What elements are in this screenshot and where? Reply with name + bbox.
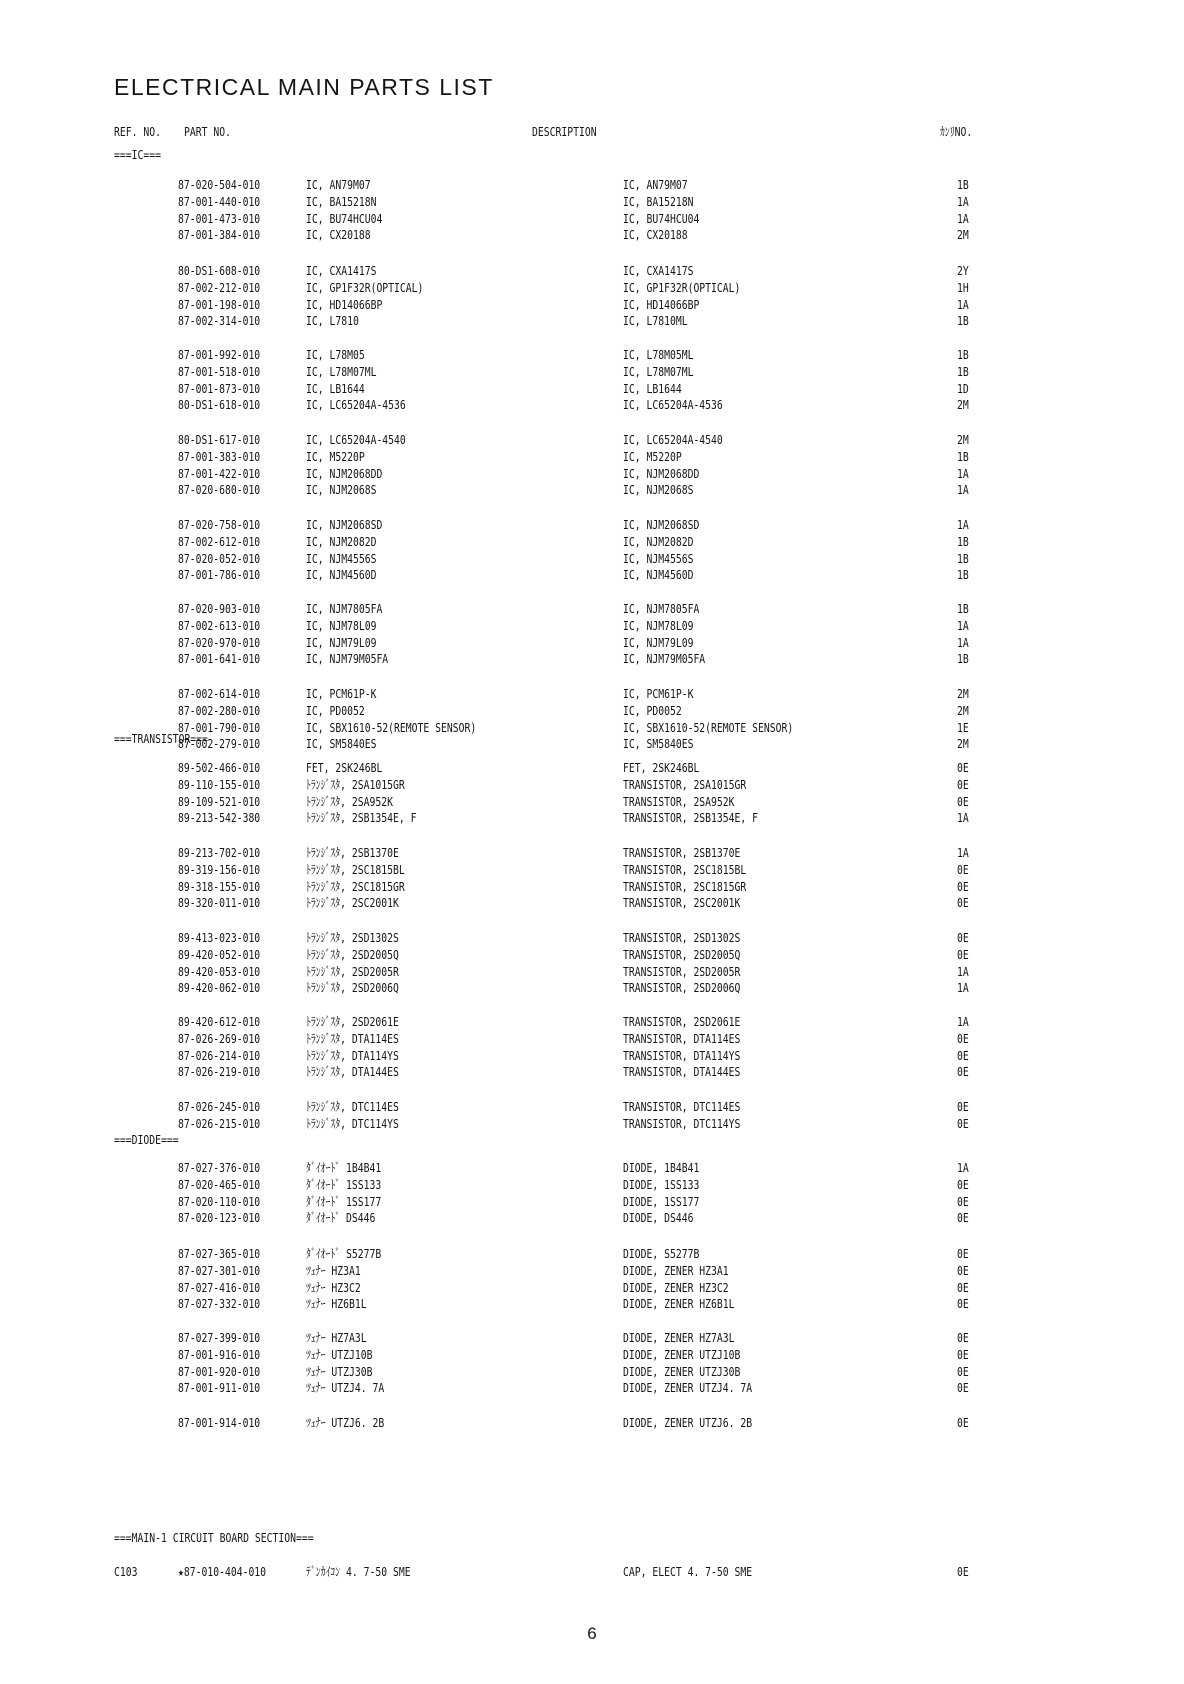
kanri-no-cell: 0E — [957, 793, 969, 809]
description-cell: TRANSISTOR, 2SA1015GR — [623, 776, 747, 792]
part-name-cell: ﾂｪﾅｰ HZ3A1 — [306, 1262, 361, 1278]
part-name-cell: ﾄﾗﾝｼﾞｽﾀ, 2SD2005R — [306, 963, 399, 979]
part-no-cell: 89-413-023-010 — [178, 930, 261, 945]
part-name-cell: FET, 2SK246BL — [306, 760, 383, 775]
description-cell: DIODE, ZENER HZ7A3L — [623, 1330, 735, 1345]
kanri-no-cell: 0E — [957, 1346, 969, 1362]
part-name-cell: IC, SM5840ES — [306, 736, 377, 752]
part-name-cell: ﾄﾗﾝｼﾞｽﾀ, 2SD1302S — [306, 930, 399, 945]
part-name-cell: ﾃﾞﾝｶｲｺﾝ 4. 7-50 SME — [306, 1564, 411, 1579]
description-cell: TRANSISTOR, DTA144ES — [623, 1064, 741, 1080]
kanri-no-cell: 1A — [957, 482, 969, 498]
description-header: DESCRIPTION — [532, 124, 597, 139]
part-name-cell: IC, AN79M07 — [306, 177, 371, 192]
part-name-cell: IC, NJM2068S — [306, 482, 377, 498]
ref-no-header: REF. NO. — [114, 124, 161, 139]
kanri-no-cell: 0E — [957, 1262, 969, 1278]
part-name-cell: ﾄﾗﾝｼﾞｽﾀ, 2SA1015GR — [306, 776, 405, 792]
kanri-no-cell: 0E — [957, 946, 969, 962]
part-no-cell: 87-002-280-010 — [178, 702, 261, 718]
part-name-cell: IC, LC65204A-4536 — [306, 397, 406, 413]
kanri-no-cell: 1B — [957, 347, 969, 362]
part-no-cell: 89-420-612-010 — [178, 1014, 261, 1029]
description-cell: IC, SM5840ES — [623, 736, 694, 752]
kanri-no-cell: 2M — [957, 736, 969, 752]
part-no-cell: 87-020-504-010 — [178, 177, 261, 192]
kanri-no-cell: 1A — [957, 517, 969, 532]
kanri-no-cell: 1B — [957, 651, 969, 667]
description-cell: IC, LC65204A-4536 — [623, 397, 723, 413]
kanri-no-cell: 1B — [957, 177, 969, 192]
kanri-no-cell: 0E — [957, 878, 969, 894]
description-cell: IC, NJM2068S — [623, 482, 694, 498]
part-no-cell: 87-020-123-010 — [178, 1210, 261, 1226]
kanri-no-cell: 2M — [957, 397, 969, 413]
part-name-cell: ﾄﾗﾝｼﾞｽﾀ, 2SD2005Q — [306, 946, 399, 962]
part-no-cell: 87-001-914-010 — [178, 1415, 261, 1430]
part-name-cell: IC, HD14066BP — [306, 296, 383, 312]
part-no-cell: 87-001-384-010 — [178, 227, 261, 243]
kanri-no-cell: 0E — [957, 1380, 969, 1396]
kanri-no-cell: 1A — [957, 980, 969, 996]
part-no-cell: 87-001-786-010 — [178, 567, 261, 583]
kanri-no-cell: 2M — [957, 686, 969, 701]
part-no-cell: 87-020-052-010 — [178, 550, 261, 566]
part-name-cell: IC, LC65204A-4540 — [306, 432, 406, 447]
part-name-cell: IC, PD0052 — [306, 702, 365, 718]
part-name-cell: IC, SBX1610-52(REMOTE SENSOR) — [306, 719, 477, 735]
description-cell: IC, NJM2082D — [623, 533, 694, 549]
description-cell: IC, SBX1610-52(REMOTE SENSOR) — [623, 719, 794, 735]
kanri-no-cell: 2M — [957, 432, 969, 447]
part-name-cell: ﾀﾞｲｵｰﾄﾞ S5277B — [306, 1246, 382, 1261]
kanri-no-cell: 1A — [957, 617, 969, 633]
kanri-no-cell: 1A — [957, 193, 969, 209]
part-name-cell: IC, NJM79M05FA — [306, 651, 389, 667]
part-no-cell: 89-420-062-010 — [178, 980, 261, 996]
description-cell: TRANSISTOR, DTA114ES — [623, 1030, 741, 1046]
part-name-cell: IC, CXA1417S — [306, 263, 377, 278]
part-name-cell: IC, NJM2068SD — [306, 517, 383, 532]
description-cell: IC, CXA1417S — [623, 263, 694, 278]
kanri-no-cell: 0E — [957, 1176, 969, 1192]
kanri-no-cell: 0E — [957, 1064, 969, 1080]
description-cell: DIODE, ZENER UTZJ4. 7A — [623, 1380, 753, 1396]
part-no-cell: 87-026-269-010 — [178, 1030, 261, 1046]
kanri-no-cell: 0E — [957, 1246, 969, 1261]
description-cell: IC, BU74HCU04 — [623, 210, 700, 226]
part-no-cell: 87-002-279-010 — [178, 736, 261, 752]
part-name-cell: IC, L7810 — [306, 313, 359, 329]
part-name-cell: IC, BA15218N — [306, 193, 377, 209]
part-name-cell: ﾀﾞｲｵｰﾄﾞ DS446 — [306, 1210, 376, 1226]
description-cell: IC, CX20188 — [623, 227, 688, 243]
part-no-cell: 87-020-465-010 — [178, 1176, 261, 1192]
part-name-cell: ﾄﾗﾝｼﾞｽﾀ, DTC114YS — [306, 1115, 399, 1131]
part-no-cell: 87-001-911-010 — [178, 1380, 261, 1396]
part-no-cell: 87-027-399-010 — [178, 1330, 261, 1345]
description-cell: TRANSISTOR, 2SD2061E — [623, 1014, 741, 1029]
part-no-cell: 89-420-053-010 — [178, 963, 261, 979]
part-no-cell: 89-213-702-010 — [178, 845, 261, 860]
part-name-cell: ﾄﾗﾝｼﾞｽﾀ, 2SD2006Q — [306, 980, 399, 996]
part-name-cell: IC, PCM61P-K — [306, 686, 377, 701]
part-name-cell: ﾄﾗﾝｼﾞｽﾀ, DTA114ES — [306, 1030, 399, 1046]
kanri-no-cell: 0E — [957, 776, 969, 792]
description-cell: TRANSISTOR, 2SB1370E — [623, 845, 741, 860]
part-no-cell: 87-020-970-010 — [178, 634, 261, 650]
part-name-cell: IC, CX20188 — [306, 227, 371, 243]
part-name-cell: ﾂｪﾅｰ UTZJ30B — [306, 1363, 373, 1379]
description-cell: IC, NJM79L09 — [623, 634, 694, 650]
part-no-cell: 87-020-903-010 — [178, 601, 261, 616]
description-cell: IC, L78M07ML — [623, 363, 694, 379]
part-name-cell: IC, NJM4556S — [306, 550, 377, 566]
kanri-no-cell: 0E — [957, 760, 969, 775]
part-no-cell: 89-420-052-010 — [178, 946, 261, 962]
kanri-no-cell: 0E — [957, 1030, 969, 1046]
kanri-no-cell: 1B — [957, 533, 969, 549]
part-no-cell: 87-001-473-010 — [178, 210, 261, 226]
page-title: ELECTRICAL MAIN PARTS LIST — [114, 74, 494, 100]
kanri-no-cell: 1A — [957, 963, 969, 979]
part-no-cell: 87-001-916-010 — [178, 1346, 261, 1362]
part-name-cell: ﾂｪﾅｰ HZ6B1L — [306, 1296, 367, 1312]
part-no-cell: 87-001-383-010 — [178, 448, 261, 464]
part-name-cell: ﾄﾗﾝｼﾞｽﾀ, 2SC1815BL — [306, 861, 405, 877]
part-name-cell: ﾂｪﾅｰ HZ3C2 — [306, 1279, 361, 1295]
description-cell: IC, LC65204A-4540 — [623, 432, 723, 447]
part-name-cell: IC, BU74HCU04 — [306, 210, 383, 226]
kanri-no-cell: 0E — [957, 1115, 969, 1131]
part-name-cell: IC, L78M07ML — [306, 363, 377, 379]
description-cell: IC, NJM2068DD — [623, 465, 700, 481]
kanri-no-cell: 2M — [957, 702, 969, 718]
description-cell: IC, L78M05ML — [623, 347, 694, 362]
part-no-cell: 87-027-376-010 — [178, 1160, 261, 1175]
part-no-cell: 87-001-641-010 — [178, 651, 261, 667]
description-cell: TRANSISTOR, 2SA952K — [623, 793, 735, 809]
kanri-no-cell: 0E — [957, 1099, 969, 1114]
part-no-cell: 87-001-440-010 — [178, 193, 261, 209]
part-name-cell: ﾀﾞｲｵｰﾄﾞ 1SS177 — [306, 1193, 382, 1209]
kanri-no-cell: 0E — [957, 1210, 969, 1226]
part-name-cell: ﾀﾞｲｵｰﾄﾞ 1B4B41 — [306, 1160, 382, 1175]
description-cell: IC, BA15218N — [623, 193, 694, 209]
part-name-cell: ﾂｪﾅｰ HZ7A3L — [306, 1330, 367, 1345]
part-name-cell: IC, NJM78L09 — [306, 617, 377, 633]
part-no-cell: 80-DS1-618-010 — [178, 397, 261, 413]
part-no-cell: 87-020-680-010 — [178, 482, 261, 498]
part-no-cell: 89-502-466-010 — [178, 760, 261, 775]
part-name-cell: ﾂｪﾅｰ UTZJ10B — [306, 1346, 373, 1362]
part-no-cell: 89-320-011-010 — [178, 895, 261, 911]
description-cell: IC, PCM61P-K — [623, 686, 694, 701]
part-no-cell: 87-020-110-010 — [178, 1193, 261, 1209]
part-no-cell: 87-001-920-010 — [178, 1363, 261, 1379]
kanri-no-cell: 0E — [957, 930, 969, 945]
part-no-cell: 87-001-422-010 — [178, 465, 261, 481]
description-cell: TRANSISTOR, 2SC1815BL — [623, 861, 747, 877]
kanri-no-cell: 1B — [957, 567, 969, 583]
description-cell: CAP, ELECT 4. 7-50 SME — [623, 1564, 753, 1579]
part-no-cell: 87-002-614-010 — [178, 686, 261, 701]
page-number: 6 — [587, 1624, 597, 1643]
kanri-no-cell: 1A — [957, 845, 969, 860]
description-cell: IC, M5220P — [623, 448, 682, 464]
part-no-cell: 89-318-155-010 — [178, 878, 261, 894]
description-cell: IC, NJM2068SD — [623, 517, 700, 532]
part-no-header: PART NO. — [184, 124, 231, 139]
part-no-cell: 89-109-521-010 — [178, 793, 261, 809]
part-no-cell: ★87-010-404-010 — [178, 1564, 267, 1579]
part-name-cell: ﾄﾗﾝｼﾞｽﾀ, 2SA952K — [306, 793, 393, 809]
description-cell: TRANSISTOR, 2SD2005Q — [623, 946, 741, 962]
part-no-cell: 87-026-214-010 — [178, 1047, 261, 1063]
part-no-cell: 80-DS1-608-010 — [178, 263, 261, 278]
ref-no-cell: C103 — [114, 1564, 138, 1579]
kanri-no-cell: 1E — [957, 719, 969, 735]
description-cell: FET, 2SK246BL — [623, 760, 700, 775]
kanri-no-cell: 1B — [957, 363, 969, 379]
kanri-no-cell: 1A — [957, 810, 969, 826]
kanri-no-cell: 0E — [957, 1330, 969, 1345]
description-cell: DIODE, 1SS133 — [623, 1176, 700, 1192]
part-name-cell: ﾂｪﾅｰ UTZJ4. 7A — [306, 1380, 385, 1396]
part-no-cell: 87-001-873-010 — [178, 380, 261, 396]
description-cell: DIODE, ZENER HZ3A1 — [623, 1262, 729, 1278]
description-cell: TRANSISTOR, DTA114YS — [623, 1047, 741, 1063]
kanri-no-cell: 1A — [957, 210, 969, 226]
part-name-cell: IC, NJM7805FA — [306, 601, 383, 616]
part-no-cell: 87-020-758-010 — [178, 517, 261, 532]
kanri-no-cell: 0E — [957, 1193, 969, 1209]
part-no-cell: 89-319-156-010 — [178, 861, 261, 877]
part-no-cell: 87-026-219-010 — [178, 1064, 261, 1080]
part-no-cell: 87-027-301-010 — [178, 1262, 261, 1278]
part-no-cell: 87-001-198-010 — [178, 296, 261, 312]
part-name-cell: IC, GP1F32R(OPTICAL) — [306, 279, 424, 295]
kanri-no-cell: 1B — [957, 313, 969, 329]
description-cell: TRANSISTOR, 2SD2006Q — [623, 980, 741, 996]
part-no-cell: 87-027-416-010 — [178, 1279, 261, 1295]
part-name-cell: IC, M5220P — [306, 448, 365, 464]
kanri-no-cell: 0E — [957, 1564, 969, 1579]
section-header: ===MAIN-1 CIRCUIT BOARD SECTION=== — [114, 1530, 314, 1545]
description-cell: TRANSISTOR, DTC114YS — [623, 1115, 741, 1131]
description-cell: IC, L7810ML — [623, 313, 688, 329]
kanri-no-cell: 1A — [957, 1160, 969, 1175]
part-no-cell: 87-001-992-010 — [178, 347, 261, 362]
description-cell: IC, NJM78L09 — [623, 617, 694, 633]
description-cell: DIODE, S5277B — [623, 1246, 700, 1261]
part-name-cell: ﾂｪﾅｰ UTZJ6. 2B — [306, 1415, 385, 1430]
kanri-no-cell: 0E — [957, 1296, 969, 1312]
kanri-no-cell: 1D — [957, 380, 969, 396]
description-cell: TRANSISTOR, 2SD1302S — [623, 930, 741, 945]
kanri-no-cell: 0E — [957, 1047, 969, 1063]
description-cell: DIODE, 1B4B41 — [623, 1160, 700, 1175]
description-cell: IC, HD14066BP — [623, 296, 700, 312]
section-header: ===IC=== — [114, 147, 161, 162]
part-no-cell: 87-026-245-010 — [178, 1099, 261, 1114]
part-name-cell: IC, NJM2068DD — [306, 465, 383, 481]
part-name-cell: ﾄﾗﾝｼﾞｽﾀ, 2SC1815GR — [306, 878, 405, 894]
kanri-no-cell: 1A — [957, 1014, 969, 1029]
part-no-cell: 89-110-155-010 — [178, 776, 261, 792]
part-no-cell: 87-027-332-010 — [178, 1296, 261, 1312]
description-cell: IC, NJM4556S — [623, 550, 694, 566]
kanri-no-header: ｶﾝﾘNO. — [940, 124, 973, 139]
description-cell: IC, LB1644 — [623, 380, 682, 396]
kanri-no-cell: 1B — [957, 550, 969, 566]
part-name-cell: ﾄﾗﾝｼﾞｽﾀ, 2SC2001K — [306, 895, 399, 911]
description-cell: TRANSISTOR, 2SD2005R — [623, 963, 741, 979]
part-name-cell: ﾄﾗﾝｼﾞｽﾀ, 2SD2061E — [306, 1014, 399, 1029]
kanri-no-cell: 0E — [957, 1279, 969, 1295]
description-cell: DIODE, ZENER UTZJ10B — [623, 1346, 741, 1362]
kanri-no-cell: 0E — [957, 895, 969, 911]
kanri-no-cell: 1B — [957, 601, 969, 616]
part-name-cell: ﾄﾗﾝｼﾞｽﾀ, DTC114ES — [306, 1099, 399, 1114]
part-no-cell: 87-001-518-010 — [178, 363, 261, 379]
part-no-cell: 87-002-212-010 — [178, 279, 261, 295]
part-name-cell: IC, NJM4560D — [306, 567, 377, 583]
description-cell: IC, PD0052 — [623, 702, 682, 718]
section-header: ===TRANSISTOR=== — [114, 731, 208, 746]
part-no-cell: 80-DS1-617-010 — [178, 432, 261, 447]
part-name-cell: ﾄﾗﾝｼﾞｽﾀ, 2SB1354E, F — [306, 810, 417, 826]
part-no-cell: 87-026-215-010 — [178, 1115, 261, 1131]
part-no-cell: 87-001-790-010 — [178, 719, 261, 735]
part-no-cell: 87-002-612-010 — [178, 533, 261, 549]
description-cell: DIODE, ZENER HZ6B1L — [623, 1296, 735, 1312]
description-cell: TRANSISTOR, 2SC1815GR — [623, 878, 747, 894]
part-name-cell: ﾄﾗﾝｼﾞｽﾀ, 2SB1370E — [306, 845, 399, 860]
description-cell: IC, GP1F32R(OPTICAL) — [623, 279, 741, 295]
kanri-no-cell: 1H — [957, 279, 969, 295]
description-cell: IC, AN79M07 — [623, 177, 688, 192]
kanri-no-cell: 0E — [957, 1363, 969, 1379]
description-cell: TRANSISTOR, 2SC2001K — [623, 895, 741, 911]
kanri-no-cell: 0E — [957, 1415, 969, 1430]
part-no-cell: 89-213-542-380 — [178, 810, 261, 826]
part-name-cell: IC, NJM79L09 — [306, 634, 377, 650]
part-no-cell: 87-002-314-010 — [178, 313, 261, 329]
description-cell: IC, NJM4560D — [623, 567, 694, 583]
part-name-cell: IC, L78M05 — [306, 347, 365, 362]
description-cell: IC, NJM79M05FA — [623, 651, 706, 667]
description-cell: DIODE, ZENER HZ3C2 — [623, 1279, 729, 1295]
kanri-no-cell: 1A — [957, 465, 969, 481]
kanri-no-cell: 1B — [957, 448, 969, 464]
part-name-cell: ﾄﾗﾝｼﾞｽﾀ, DTA114YS — [306, 1047, 399, 1063]
kanri-no-cell: 1A — [957, 634, 969, 650]
section-header: ===DIODE=== — [114, 1132, 179, 1147]
kanri-no-cell: 2Y — [957, 263, 969, 278]
kanri-no-cell: 1A — [957, 296, 969, 312]
part-name-cell: ﾀﾞｲｵｰﾄﾞ 1SS133 — [306, 1176, 382, 1192]
description-cell: IC, NJM7805FA — [623, 601, 700, 616]
description-cell: DIODE, ZENER UTZJ6. 2B — [623, 1415, 753, 1430]
description-cell: TRANSISTOR, DTC114ES — [623, 1099, 741, 1114]
part-name-cell: IC, LB1644 — [306, 380, 365, 396]
description-cell: DIODE, 1SS177 — [623, 1193, 700, 1209]
kanri-no-cell: 0E — [957, 861, 969, 877]
description-cell: TRANSISTOR, 2SB1354E, F — [623, 810, 759, 826]
description-cell: DIODE, ZENER UTZJ30B — [623, 1363, 741, 1379]
part-no-cell: 87-002-613-010 — [178, 617, 261, 633]
part-no-cell: 87-027-365-010 — [178, 1246, 261, 1261]
description-cell: DIODE, DS446 — [623, 1210, 694, 1226]
part-name-cell: IC, NJM2082D — [306, 533, 377, 549]
part-name-cell: ﾄﾗﾝｼﾞｽﾀ, DTA144ES — [306, 1064, 399, 1080]
kanri-no-cell: 2M — [957, 227, 969, 243]
